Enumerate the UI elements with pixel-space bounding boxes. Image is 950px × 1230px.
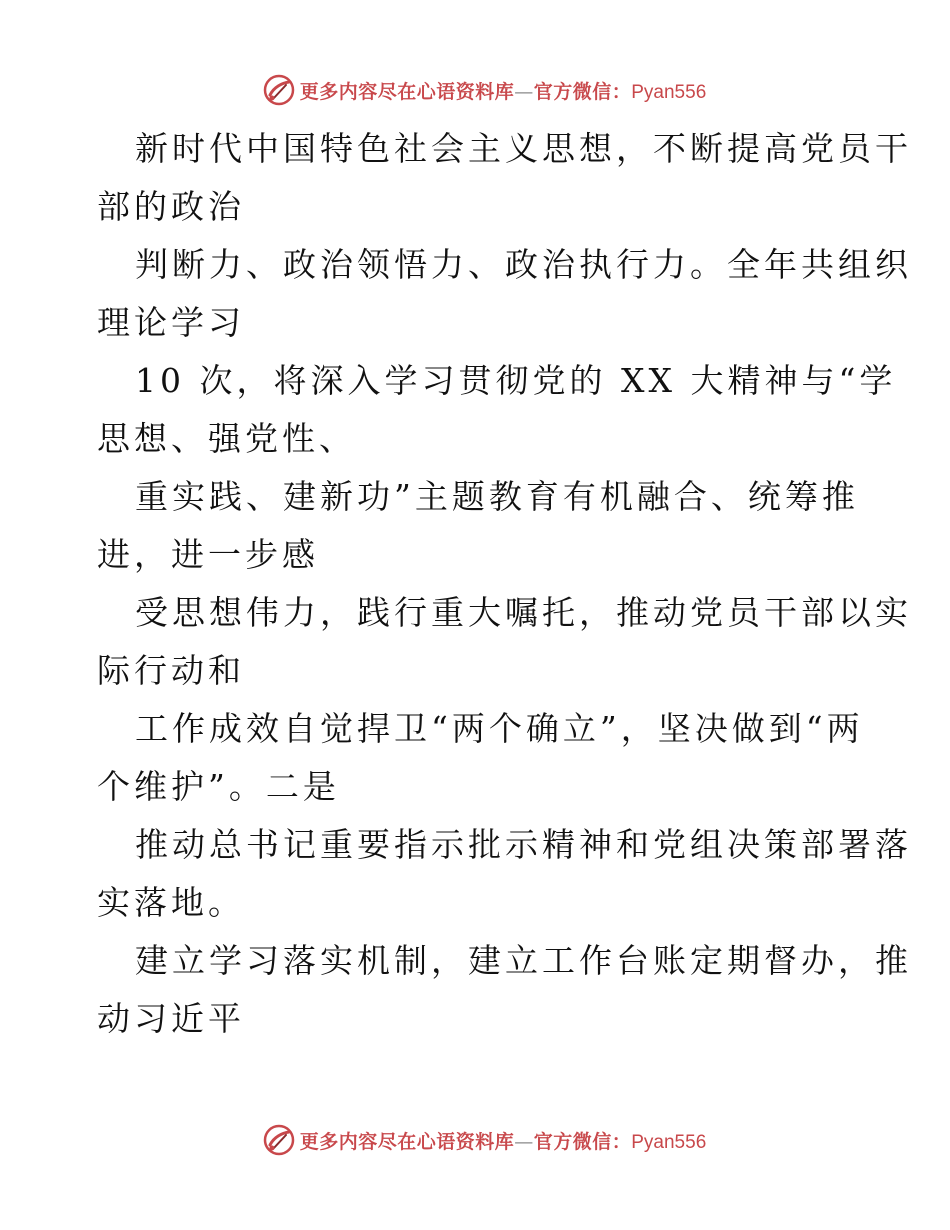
header-banner-text <box>300 77 707 104</box>
body-line: 个维护”。二是 <box>97 767 340 806</box>
body-line: 进，进一步感 <box>97 535 319 574</box>
footer-banner-label: 官方微信： <box>533 1130 632 1153</box>
body-line: 10 次，将深入学习贯彻党的 XX 大精神与“学 <box>135 361 897 400</box>
footer-banner-main: 更多内容尽在心语资料库 <box>299 1130 515 1153</box>
footer-banner-separator: — <box>514 1130 534 1153</box>
header-banner-separator: — <box>514 80 534 103</box>
footer-banner-account: Pyan556 <box>631 1131 707 1153</box>
body-line: 际行动和 <box>97 651 245 690</box>
document-body <box>97 120 912 1048</box>
ink-pen-logo-icon <box>262 1123 296 1157</box>
footer-banner-content <box>262 1123 707 1157</box>
body-line: 动习近平 <box>97 999 245 1038</box>
body-line: 实落地。 <box>97 883 245 922</box>
header-banner <box>0 70 950 110</box>
body-line: 推动总书记重要指示批示精神和党组决策部署落 <box>135 825 912 864</box>
body-line: 理论学习 <box>97 303 245 342</box>
body-line: 重实践、建新功”主题教育有机融合、统筹推 <box>135 477 859 516</box>
body-line: 判断力、政治领悟力、政治执行力。全年共组织 <box>135 245 912 284</box>
body-line: 思想、强党性、 <box>97 419 356 458</box>
footer-banner-text <box>300 1127 707 1154</box>
body-line: 工作成效自觉捍卫“两个确立”，坚决做到“两 <box>135 709 864 748</box>
header-banner-label: 官方微信： <box>533 80 632 103</box>
body-line: 受思想伟力，践行重大嘱托，推动党员干部以实 <box>135 593 912 632</box>
body-line: 部的政治 <box>97 187 245 226</box>
body-line: 建立学习落实机制，建立工作台账定期督办，推 <box>135 941 912 980</box>
footer-banner <box>0 1120 950 1160</box>
ink-pen-logo-icon <box>262 73 296 107</box>
body-line: 新时代中国特色社会主义思想，不断提高党员干 <box>135 129 912 168</box>
header-banner-account: Pyan556 <box>631 81 707 103</box>
header-banner-content <box>262 73 707 107</box>
header-banner-main: 更多内容尽在心语资料库 <box>299 80 515 103</box>
